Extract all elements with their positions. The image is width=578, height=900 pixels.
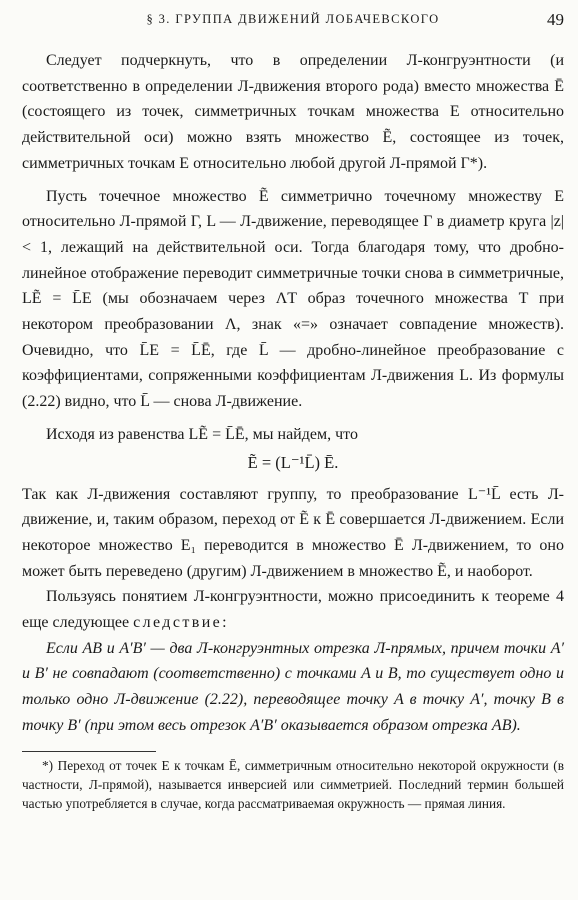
corollary-statement: Если AB и A′B′ — два Л-конгруэнтных отрезка Л-прямых, причем точки A′ и B′ не совпадают (соответственно) с точками A и B, то существует одно и только одно Л-движение (2.22), переводящее точку A в точку A′, точку B в точку B′ (при этом весь отрезок A′B′ оказывается образом отрезка AB). <box>22 639 564 734</box>
footnote-rule <box>22 751 156 752</box>
paragraph-5-colon: : <box>222 614 227 632</box>
book-page <box>22 8 564 892</box>
page-header <box>22 8 564 36</box>
paragraph-1: Следует подчеркнуть, что в определении Л-конгруэнтности (и соответственно в определении Л-движения второго рода) вместо множества Ē (состоящего из точек, симметричных точкам множества E относительно действительной оси) можно взять множество Ẽ, состоящее из точек, симметричных точкам E относительно любой другой Л-прямой Γ*). <box>22 52 564 172</box>
footnote-text: Переход от точек E к точкам Ē, симметричным относительно некоторой окружности (в частности, Л-прямой), называется инверсией или симметрией. Последний термин большей частью употребляется в случае, когда рассматриваемая окружность — прямая линия. <box>22 757 564 811</box>
footnote-mark: *) <box>42 757 54 773</box>
page-number: 49 <box>547 10 564 29</box>
paragraph-2: Пусть точечное множество Ẽ симметрично точечному множеству E относительно Л-прямой Γ, L — Л-движение, переводящее Γ в диаметр круга |z| < 1, лежащий на действительной оси. Тогда благодаря тому, что дробно-линейное отображение переводит симметричные точки снова в симметричные, LẼ = L̄E (мы обозначаем через ΛT образ точечного множества T при некотором преобразовании Λ, знак «=» означает совпадение множеств). Очевидно, что L̄E = L̄Ē, где L̄ — дробно-линейное преобразование с коэффициентами, сопряженными коэффициентам Л-движения L. Из формулы (2.22) видно, что L̄ — снова Л-движение. <box>22 187 564 411</box>
paragraph-3: Исходя из равенства LẼ = L̄Ē, мы найдем, что <box>46 425 358 443</box>
running-head: § 3. ГРУППА ДВИЖЕНИЙ ЛОБАЧЕВСКОГО <box>146 12 440 26</box>
spaced-term: следствие <box>133 614 223 632</box>
paragraph-5-text: Пользуясь понятием Л-конгруэнтности, можно присоединить к теореме 4 еще следующее <box>22 588 564 632</box>
paragraph-5 <box>22 584 564 635</box>
footnote <box>22 756 564 814</box>
display-formula: Ẽ = (L⁻¹L̄) Ē. <box>247 452 339 472</box>
paragraph-4: Так как Л-движения составляют группу, то преобразование L⁻¹L̄ есть Л-движение, и, таким образом, переход от Ẽ к Ē совершается Л-движением. Если некоторое множество E₁ переводится в множество Ē Л-движением, то оно может быть переведено (другим) Л-движением в множество Ẽ, и наоборот. <box>22 485 564 580</box>
